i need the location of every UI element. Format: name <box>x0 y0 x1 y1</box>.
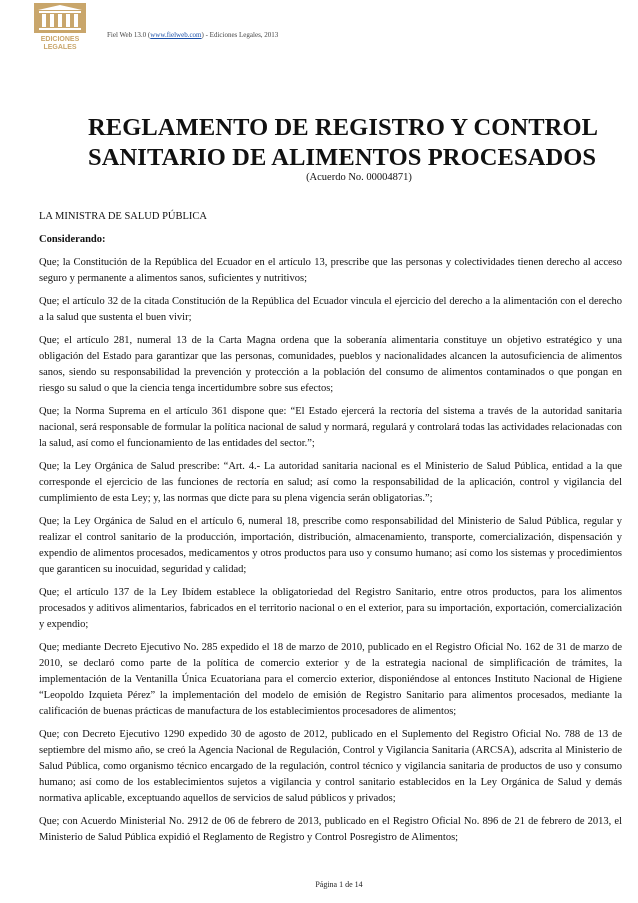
paragraph-7: Que; el artículo 137 de la Ley Ibídem establece la obligatoriedad del Registro Sanitario, entre otros productos, para los alimentos procesados y aditivos alimentarios, fabricados en el territorio nacional o en el exterior, para su importación, exportación, comercialización y expendio; <box>39 587 622 630</box>
acuerdo-number: (Acuerdo No. 00004871) <box>306 172 412 183</box>
paragraph-9: Que; con Decreto Ejecutivo 1290 expedido 30 de agosto de 2012, publicado en el Suplemento del Registro Oficial No. 788 de 13 de septiembre del mismo año, se creó la Agencia Nacional de Regulación, Control y Vigilancia Sanitaria (ARCSA), adscrita al Ministerio de Salud Pública, como organismo técnico encargado de la regulación, control técnico y vigilancia sanitaria de productos de uso y consumo humano; así como de los establecimientos sujetos a vigilancia y control sanitario establecidos en la Ley Orgánica de Salud y demás normativa aplicable, exceptuando aquellos de servicios de salud públicos y privados; <box>39 729 622 804</box>
title-line-1: REGLAMENTO DE REGISTRO Y CONTROL <box>88 114 599 141</box>
paragraph-6: Que; la Ley Orgánica de Salud en el artículo 6, numeral 18, prescribe como responsabilidad del Ministerio de Salud Pública, regular y realizar el control sanitario de la producción, importación, distribución, almacenamiento, transporte, comercialización, dispensación y expendio de alimentos procesados, medicamentos y otros productos para uso y consumo humano; así como los sistemas y procedimientos que garanticen su inocuidad, seguridad y calidad; <box>39 516 622 575</box>
paragraph-8: Que; mediante Decreto Ejecutivo No. 285 expedido el 18 de marzo de 2010, publicado en el Registro Oficial No. 162 de 31 de marzo de 2010, se declaró como parte de la política de comercio exterior y de la estrategia nacional de simplificación de trámites, la implementación de la Ventanilla Única Ecuatoriana para el comercio exterior, disponiéndose al entonces Instituto Nacional de Higiene “Leopoldo Izquieta Pérez” la implementación del modelo de emisión de Registro Sanitario para alimentos procesados, mediante la calificación de buenas prácticas de manufactura de los establecimientos procesadores de alimentos; <box>39 642 622 717</box>
paragraph-10: Que; con Acuerdo Ministerial No. 2912 de 06 de febrero de 2013, publicado en el Registro Oficial No. 896 de 21 de febrero de 2013, el Ministerio de Salud Pública expidió el Reglamento de Registro y Control Posregistro de Alimentos; <box>39 816 622 843</box>
page-footer <box>0 880 638 889</box>
paragraph-5: Que; la Ley Orgánica de Salud prescribe: “Art. 4.- La autoridad sanitaria nacional es el Ministerio de Salud Pública, entidad a la que corresponde el ejercicio de las funciones de rectoría en salud; así como la responsabilidad de la aplicación, control y vigilancia del cumplimiento de esta Ley; y, las normas que dicte para su plena vigencia serán obligatorias.”; <box>39 461 622 504</box>
paragraph-4: Que; la Norma Suprema en el artículo 361 dispone que: “El Estado ejercerá la rectoría del sistema a través de la autoridad sanitaria nacional, será responsable de formular la política nacional de salud y normará, regulará y controlará todas las actividades relacionadas con la salud, así como el funcionamiento de las entidades del sector.”; <box>39 406 622 449</box>
header-prefix: Fiel Web 13.0 ( <box>107 31 151 39</box>
fielweb-link[interactable]: www.fielweb.com <box>150 31 202 39</box>
minister-heading: LA MINISTRA DE SALUD PÚBLICA <box>39 211 208 222</box>
document-body <box>39 209 622 853</box>
title-line-2: SANITARIO DE ALIMENTOS PROCESADOS <box>88 144 597 171</box>
columns-logo-icon <box>30 3 90 53</box>
header-source-line <box>107 31 278 39</box>
document-title <box>88 113 608 173</box>
considerando-heading: Considerando: <box>39 234 106 245</box>
paragraph-3: Que; el artículo 281, numeral 13 de la Carta Magna ordena que la soberanía alimentaria constituye un objetivo estratégico y una obligación del Estado para garantizar que las personas, comunidades, pueblos y nacionalidades alcancen la autosuficiencia de alimentos sanos, siendo su responsabilidad la prevención y protección a la población del consumo de alimentos contaminados o que pongan en riesgo su salud o que la ciencia tenga incertidumbre sobre sus efectos; <box>39 335 622 394</box>
acuerdo-number-row <box>0 172 638 183</box>
logo-text-legales: LEGALES <box>43 44 77 51</box>
logo-text-ediciones: EDICIONES <box>40 36 80 43</box>
page-number: Página 1 de 14 <box>315 880 363 889</box>
ediciones-legales-logo <box>30 3 90 53</box>
paragraph-2: Que; el artículo 32 de la citada Constitución de la República del Ecuador vincula el ejercicio del derecho a la alimentación con el derecho a la salud que sustenta el buen vivir; <box>39 296 622 323</box>
header-suffix: ) - Ediciones Legales, 2013 <box>201 31 279 39</box>
paragraph-1: Que; la Constitución de la República del Ecuador en el artículo 13, prescribe que las personas y colectividades tienen derecho al acceso seguro y permanente a alimentos sanos, suficientes y nutritivos; <box>39 257 622 284</box>
